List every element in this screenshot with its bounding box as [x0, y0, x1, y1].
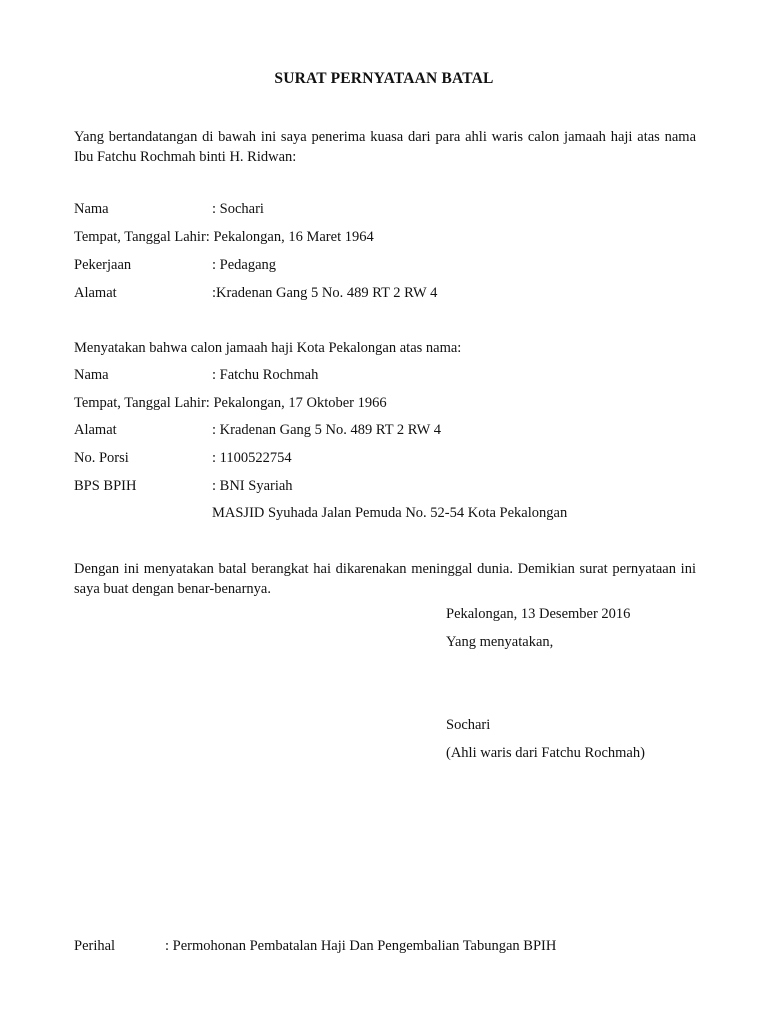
pilgrim-bps-value: : BNI Syariah [212, 478, 293, 494]
declarant-birth-label: Tempat, Tanggal Lahir [74, 229, 206, 245]
pilgrim-porsi-value: : 1100522754 [212, 450, 292, 466]
declarant-birth-value: : Pekalongan, 16 Maret 1964 [205, 229, 374, 245]
pilgrim-address-label: Alamat [74, 422, 117, 438]
pilgrim-porsi-label: No. Porsi [74, 450, 129, 466]
pilgrim-address-value: : Kradenan Gang 5 No. 489 RT 2 RW 4 [212, 422, 441, 438]
pilgrim-birth-row [74, 393, 387, 413]
pilgrim-bps-label: BPS BPIH [74, 478, 137, 494]
perihal-value: : Permohonan Pembatalan Haji Dan Pengembalian Tabungan BPIH [165, 938, 557, 954]
closing-paragraph: Dengan ini menyatakan batal berangkat hai dikarenakan meninggal dunia. Demikian surat pernyataan ini saya buat dengan benar-benarnya. [74, 561, 696, 597]
declarant-address-label: Alamat [74, 285, 117, 301]
declarant-name-value: : Sochari [212, 201, 264, 217]
signature-place-date: Pekalongan, 13 Desember 2016 [446, 606, 631, 622]
pilgrim-name-value: : Fatchu Rochmah [212, 367, 319, 383]
pilgrim-birth-value: : Pekalongan, 17 Oktober 1966 [205, 395, 387, 411]
declarant-birth-row [74, 227, 374, 247]
signature-salutation: Yang menyatakan, [446, 634, 554, 650]
document-title: SURAT PERNYATAAN BATAL [274, 70, 494, 87]
declarant-address-value: :Kradenan Gang 5 No. 489 RT 2 RW 4 [212, 285, 438, 301]
declarant-job-value: : Pedagang [212, 257, 277, 273]
pilgrim-birth-label: Tempat, Tanggal Lahir [74, 395, 206, 411]
pilgrim-bps-address: MASJID Syuhada Jalan Pemuda No. 52-54 Kota Pekalongan [212, 505, 568, 521]
declarant-name-label: Nama [74, 201, 109, 217]
statement-intro: Menyatakan bahwa calon jamaah haji Kota Pekalongan atas nama: [74, 340, 462, 356]
pilgrim-name-label: Nama [74, 367, 109, 383]
intro-paragraph: Yang bertandatangan di bawah ini saya penerima kuasa dari para ahli waris calon jamaah haji atas nama Ibu Fatchu Rochmah binti H. Ridwan: [74, 129, 696, 165]
signature-name: Sochari [446, 717, 491, 733]
perihal-label: Perihal [74, 938, 116, 954]
declarant-job-label: Pekerjaan [74, 257, 132, 273]
signature-role: (Ahli waris dari Fatchu Rochmah) [446, 745, 645, 761]
